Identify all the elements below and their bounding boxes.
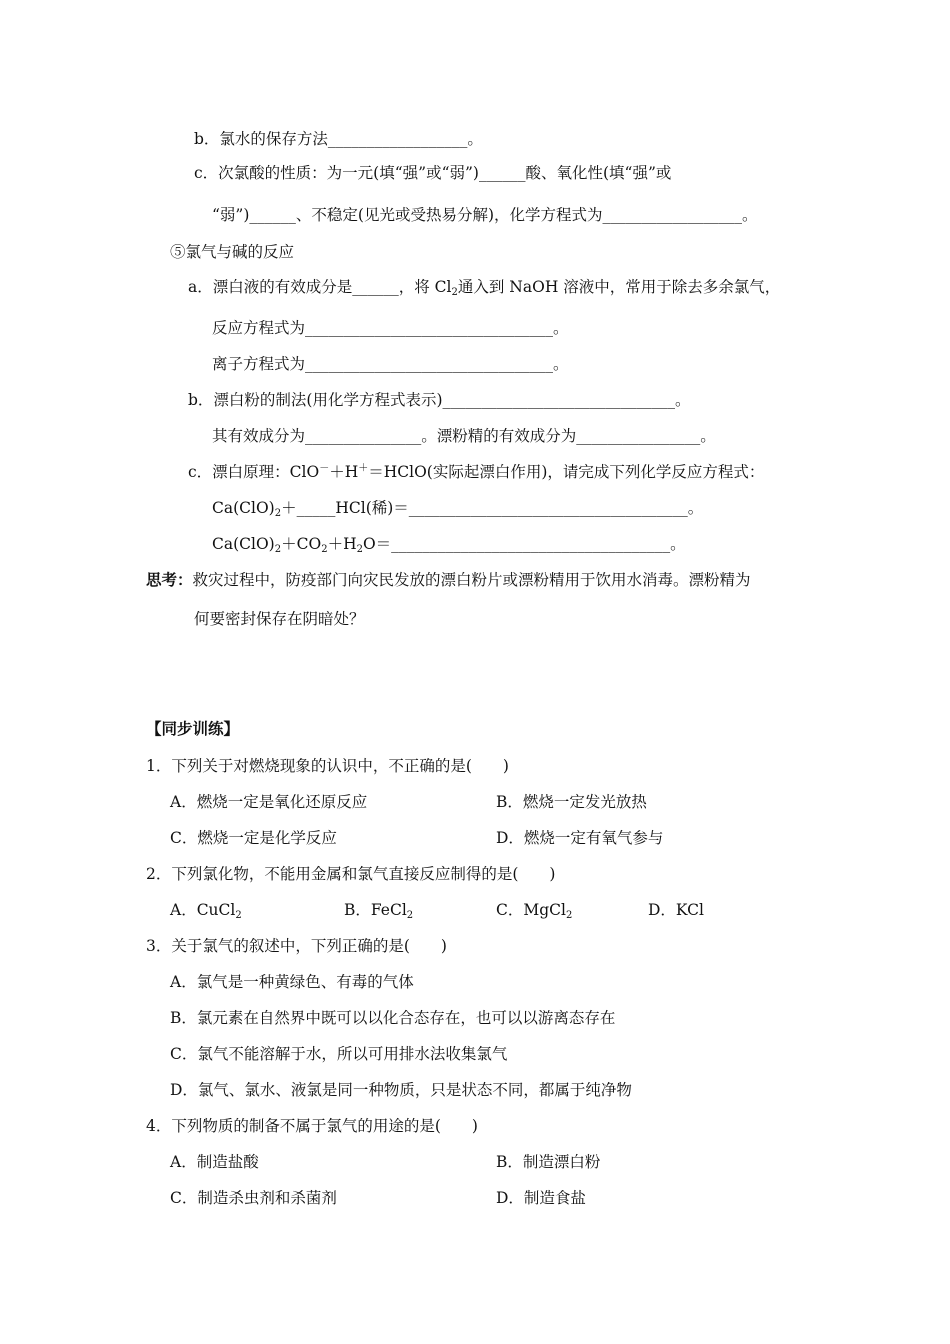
q2-option-d: D．KCl: [648, 901, 704, 919]
q2-option-a: A．CuCl$_2$: [170, 901, 242, 921]
bleach-principle-line: c．漂白原理：ClO－＋H＋＝HClO(实际起漂白作用)，请完成下列化学反应方程式：: [188, 463, 765, 481]
ionic-equation-line: 离子方程式为________________________________。: [212, 355, 569, 373]
hclo-storage-line: b．氯水的保存方法__________________。: [194, 130, 483, 148]
q1-option-c: C．燃烧一定是化学反应: [170, 829, 337, 847]
q3-option-b: B．氯元素在自然界中既可以以化合态存在，也可以以游离态存在: [170, 1009, 616, 1027]
bleach-powder-prep-line: b．漂白粉的制法(用化学方程式表示)______________________________。: [188, 391, 691, 409]
question-1: 1．下列关于对燃烧现象的认识中，不正确的是( ): [146, 757, 509, 775]
q1-option-d: D．燃烧一定有氧气参与: [496, 829, 664, 847]
q1-option-b: B．燃烧一定发光放热: [496, 793, 647, 811]
q2-option-c: C．MgCl$_2$: [496, 901, 573, 921]
sync-training-heading: 【同步训练】: [146, 719, 240, 738]
bleach-liquid-line: a．漂白液的有效成分是______，将 $Cl_2$通入到 NaOH 溶液中，常用于除去多余氯气，: [188, 278, 781, 298]
q3-option-c: C．氯气不能溶解于水，所以可用排水法收集氯气: [170, 1045, 508, 1063]
effective-component-line: 其有效成分为_______________。漂粉精的有效成分为________________。: [212, 427, 716, 445]
q4-option-d: D．制造食盐: [496, 1189, 586, 1207]
think-question-line-2: 何要密封保存在阴暗处？: [194, 610, 365, 628]
question-2: 2．下列氯化物，不能用金属和氯气直接反应制得的是( ): [146, 865, 556, 883]
hclo-property-line-1: c．次氯酸的性质：为一元(填“强”或“弱”)______酸、氧化性(填“强”或: [194, 164, 672, 182]
question-4: 4．下列物质的制备不属于氯气的用途的是( ): [146, 1117, 478, 1135]
section-chlorine-base: ⑤氯气与碱的反应: [170, 243, 295, 261]
q4-option-a: A．制造盐酸: [170, 1153, 259, 1171]
q3-option-a: A．氯气是一种黄绿色、有毒的气体: [170, 973, 414, 991]
q1-option-a: A．燃烧一定是氧化还原反应: [170, 793, 368, 811]
q4-option-c: C．制造杀虫剂和杀菌剂: [170, 1189, 337, 1207]
q3-option-d: D．氯气、氯水、液氯是同一种物质，只是状态不同，都属于纯净物: [170, 1081, 632, 1099]
think-label: 思考：: [146, 570, 193, 589]
equation-co2-line: $Ca(ClO)_2+CO_2+H_2O=\_\_\_\_\_\_\_\_\_\_\_\_\_\_\_\_\_\_\_\_\_\_\_\_\_\_\_\_\_\_\_\_\_\_\_\_$。: [212, 535, 686, 555]
reaction-equation-line: 反应方程式为________________________________。: [212, 319, 569, 337]
think-question-line-1: 思考：救灾过程中，防疫部门向灾民发放的漂白粉片或漂粉精用于饮用水消毒。漂粉精为: [146, 570, 751, 589]
equation-hcl-line: $Ca(ClO)_2+\_\_\_\_\_HCl$(稀)＝____________________________________。: [212, 499, 704, 519]
hclo-property-line-2: “弱”)______、不稳定(见光或受热易分解)，化学方程式为__________________。: [212, 206, 758, 224]
q2-option-b: B．FeCl$_2$: [344, 901, 414, 921]
q4-option-b: B．制造漂白粉: [496, 1153, 601, 1171]
question-3: 3．关于氯气的叙述中，下列正确的是( ): [146, 937, 447, 955]
